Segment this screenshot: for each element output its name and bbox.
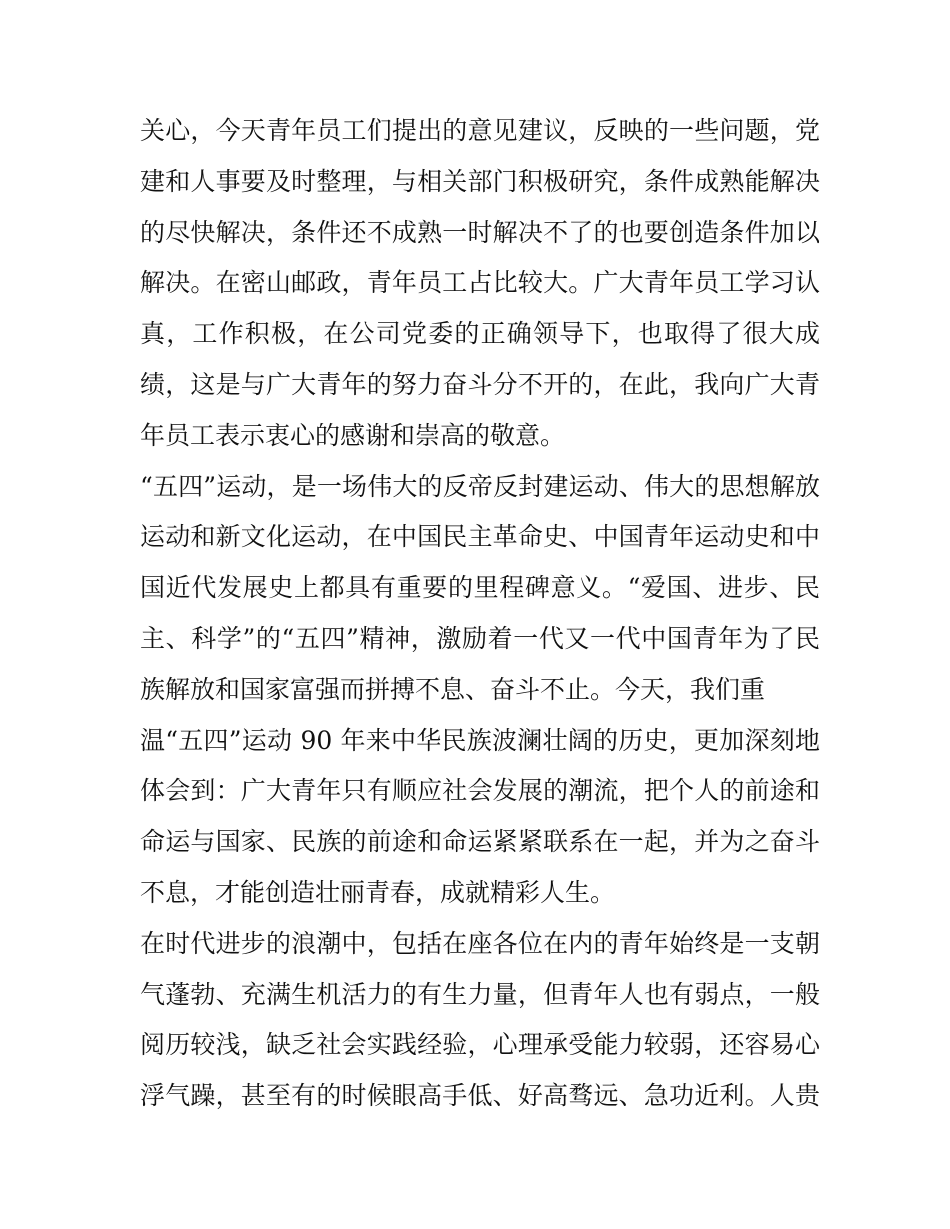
- text-line: 气蓬勃、充满生机活力的有生力量，但青年人也有弱点，一般: [140, 979, 820, 1009]
- text-line: 运动和新文化运动，在中国民主革命史、中国青年运动史和中: [140, 522, 820, 552]
- text-line: 体会到：广大青年只有顺应社会发展的潮流，把个人的前途和: [140, 776, 820, 806]
- text-line: 解决。在密山邮政，青年员工占比较大。广大青年员工学习认: [140, 268, 820, 298]
- text-line: 在时代进步的浪潮中，包括在座各位在内的青年始终是一支朝: [140, 928, 820, 958]
- text-line: “五四”运动，是一场伟大的反帝反封建运动、伟大的思想解放: [140, 471, 820, 501]
- text-line: 不息，才能创造壮丽青春，成就精彩人生。: [140, 877, 616, 907]
- text-line: 阅历较浅，缺乏社会实践经验，心理承受能力较弱，还容易心: [140, 1030, 820, 1060]
- text-line: 绩，这是与广大青年的努力奋斗分不开的，在此，我向广大青: [140, 369, 820, 399]
- text-line: 建和人事要及时整理，与相关部门积极研究，条件成熟能解决: [140, 166, 820, 196]
- text-line: 年员工表示衷心的感谢和崇高的敬意。: [140, 420, 566, 450]
- text-line: 命运与国家、民族的前途和命运紧紧联系在一起，并为之奋斗: [140, 827, 820, 857]
- text-line: 族解放和国家富强而拼搏不息、奋斗不止。今天，我们重: [140, 674, 766, 704]
- text-line: 浮气躁，甚至有的时候眼高手低、好高骛远、急功近利。人贵: [140, 1081, 820, 1111]
- text-line: 真，工作积极，在公司党委的正确领导下，也取得了很大成: [140, 319, 820, 349]
- document-body: [140, 106, 820, 1122]
- text-line: 温“五四”运动 90 年来中华民族波澜壮阔的历史，更加深刻地: [140, 725, 820, 755]
- text-line: 关心，今天青年员工们提出的意见建议，反映的一些问题，党: [140, 116, 820, 145]
- text-line: 的尽快解决，条件还不成熟一时解决不了的也要创造条件加以: [140, 217, 820, 247]
- text-line: 主、科学”的“五四”精神，激励着一代又一代中国青年为了民: [140, 623, 820, 653]
- text-line: 国近代发展史上都具有重要的里程碑意义。“爱国、进步、民: [140, 573, 820, 603]
